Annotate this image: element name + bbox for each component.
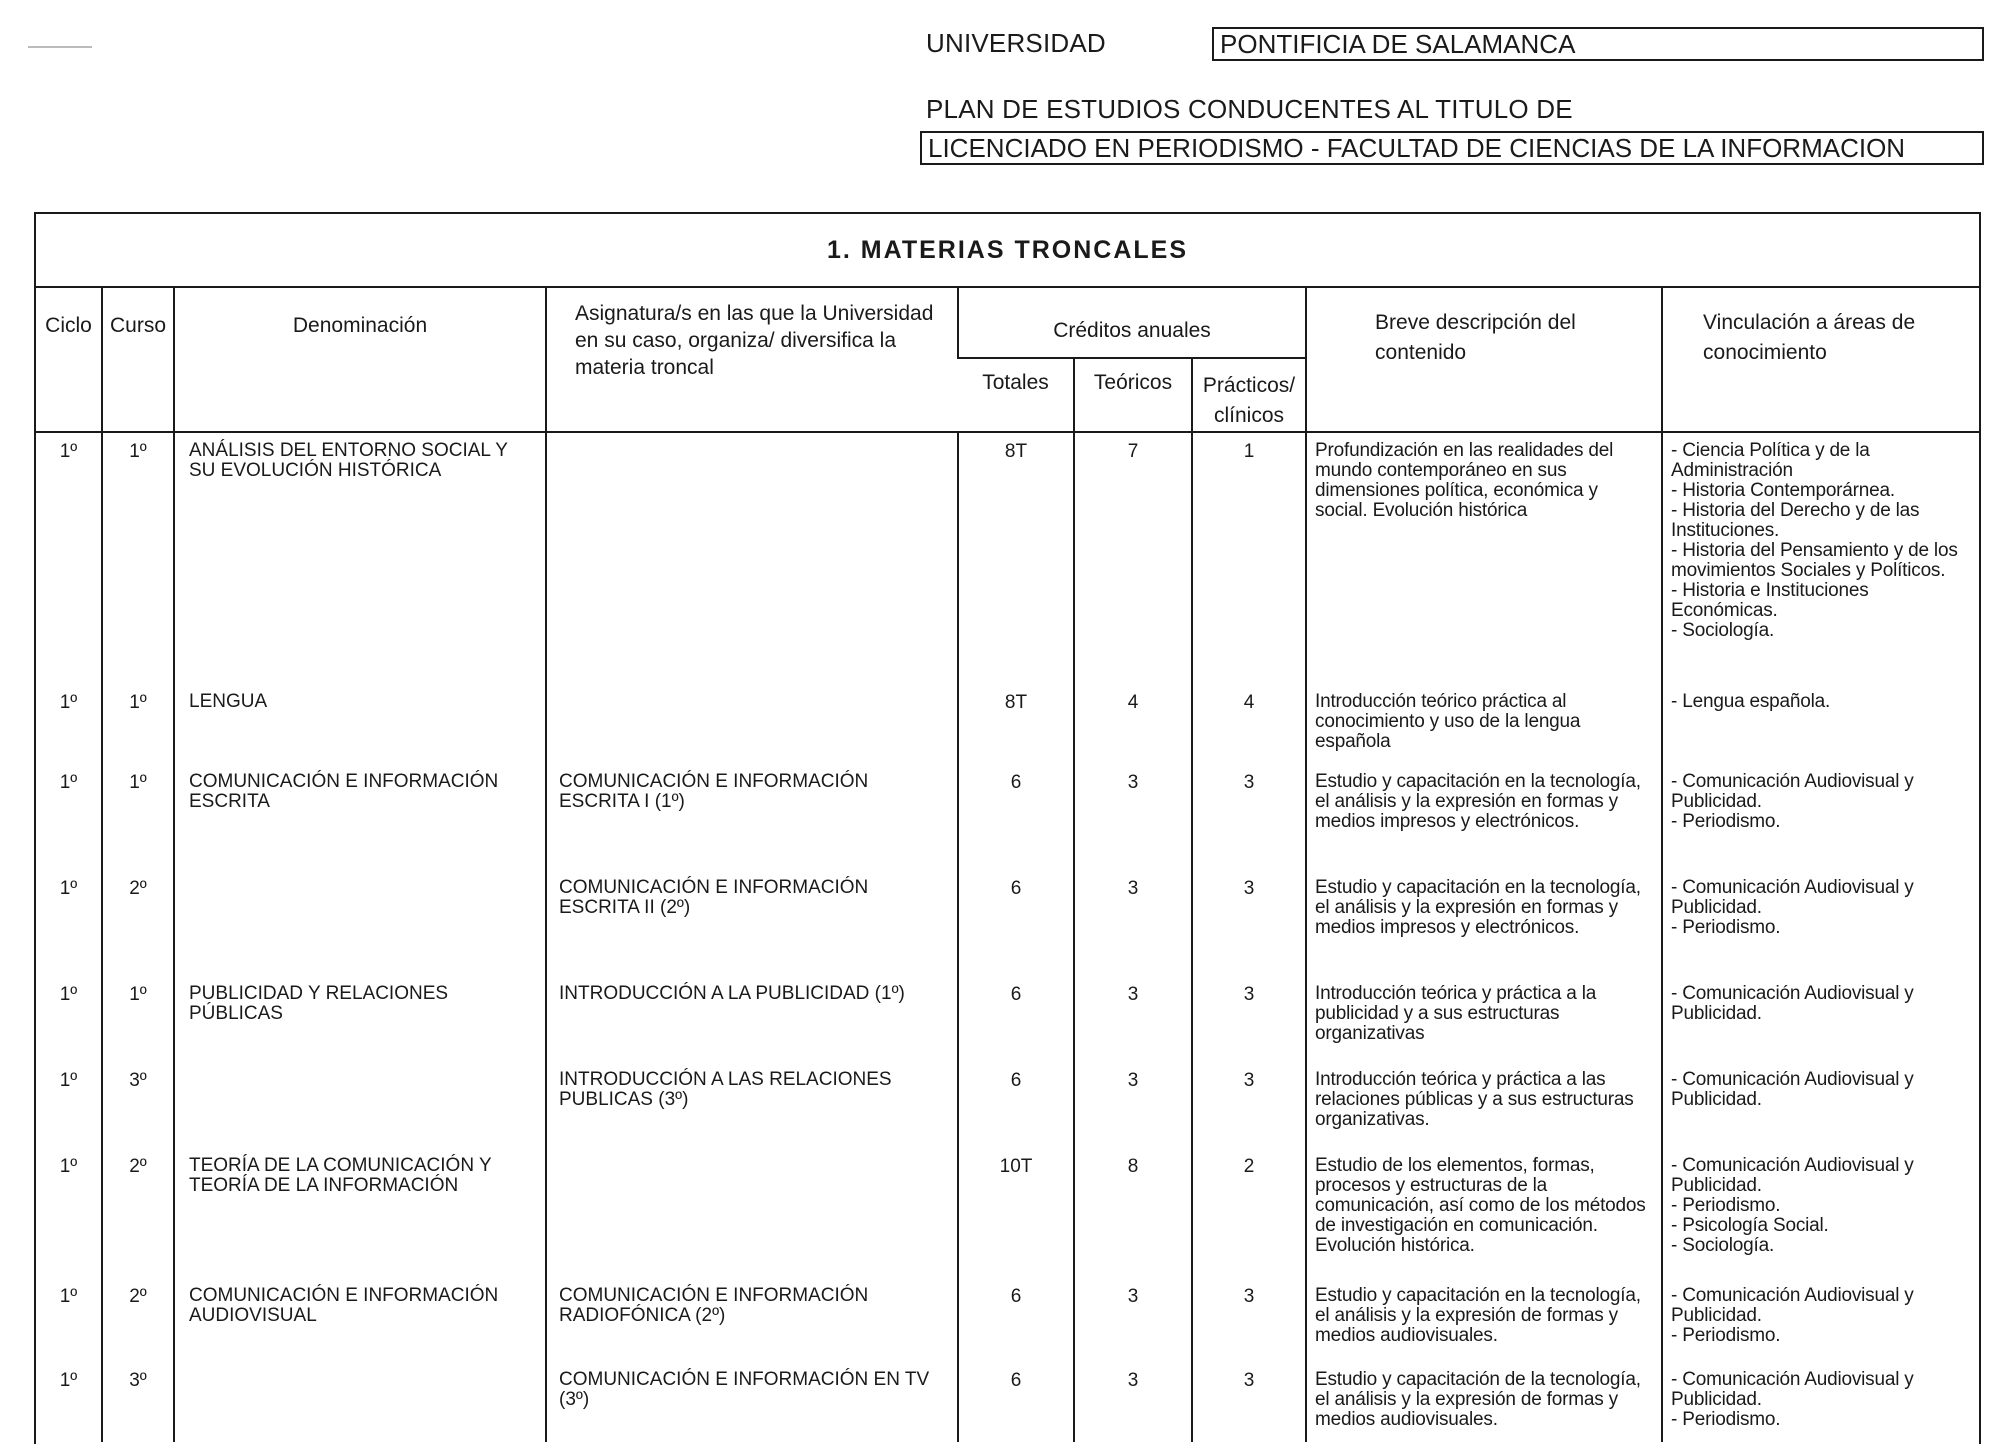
ciclo-cell: 1º [59, 1286, 78, 1307]
asignatura-cell: INTRODUCCIÓN A LAS RELACIONES PUBLICAS (3º) [546, 1062, 958, 1148]
col-header-totales: Totales [958, 358, 1074, 432]
materias-troncales-table [34, 212, 1981, 1444]
vinculacion-cell: - Lengua española. [1662, 684, 1979, 764]
col-header-denominacion: Denominación [174, 286, 546, 432]
asignatura-cell: INTRODUCCIÓN A LA PUBLICIDAD (1º) [546, 976, 958, 1062]
table-row [36, 976, 1979, 1062]
col-header-teoricos: Teóricos [1074, 358, 1192, 432]
creditos-teoricos-cell: 3 [1074, 1278, 1192, 1362]
curso-cell: 1º [102, 432, 174, 684]
table-row [36, 764, 1979, 870]
creditos-practicos-cell: 3 [1192, 764, 1306, 870]
denominacion-cell [174, 1362, 546, 1442]
denominacion-cell: TEORÍA DE LA COMUNICACIÓN Y TEORÍA DE LA INFORMACIÓN [174, 1148, 546, 1278]
curso-cell: 2º [102, 1278, 174, 1362]
ciclo-cell: 1º [59, 1070, 78, 1091]
table-row [36, 1362, 1979, 1442]
creditos-totales-cell: 8T [958, 684, 1074, 764]
ciclo-cell: 1º [59, 772, 78, 793]
curso-cell: 3º [102, 1362, 174, 1442]
creditos-totales-cell: 6 [958, 1278, 1074, 1362]
asignatura-cell: COMUNICACIÓN E INFORMACIÓN ESCRITA I (1º) [546, 764, 958, 870]
vinculacion-cell: - Comunicación Audiovisual y Publicidad. [1662, 1062, 1979, 1148]
creditos-practicos-cell: 3 [1192, 870, 1306, 976]
descripcion-cell: Estudio y capacitación de la tecnología, el análisis y la expresión de formas y medios audiovisuales. [1306, 1362, 1662, 1442]
asignatura-cell [546, 432, 958, 684]
creditos-practicos-cell: 2 [1192, 1148, 1306, 1278]
degree-value-box: LICENCIADO EN PERIODISMO - FACULTAD DE CIENCIAS DE LA INFORMACION [920, 131, 1984, 165]
curso-cell: 2º [102, 1148, 174, 1278]
vinculacion-cell: - Comunicación Audiovisual y Publicidad. - Periodismo. [1662, 870, 1979, 976]
descripcion-cell: Estudio y capacitación en la tecnología, el análisis y la expresión de formas y medios audiovisuales. [1306, 1278, 1662, 1362]
creditos-totales-cell: 10T [958, 1148, 1074, 1278]
asignatura-cell [546, 684, 958, 764]
denominacion-cell: ANÁLISIS DEL ENTORNO SOCIAL Y SU EVOLUCIÓN HISTÓRICA [174, 432, 546, 684]
creditos-teoricos-cell: 3 [1074, 1062, 1192, 1148]
creditos-teoricos-cell: 4 [1074, 684, 1192, 764]
table-row [36, 870, 1979, 976]
ciclo-cell: 1º [59, 984, 78, 1005]
denominacion-cell [174, 870, 546, 976]
col-header-creditos: Créditos anuales [958, 286, 1306, 358]
descripcion-cell: Introducción teórica y práctica a las relaciones públicas y a sus estructuras organizativas. [1306, 1062, 1662, 1148]
troncales-grid [36, 286, 1979, 1442]
vinculacion-cell: - Comunicación Audiovisual y Publicidad. - Periodismo. - Psicología Social. - Sociología. [1662, 1148, 1979, 1278]
denominacion-cell: COMUNICACIÓN E INFORMACIÓN ESCRITA [174, 764, 546, 870]
col-header-asignatura [546, 286, 958, 432]
descripcion-cell: Estudio y capacitación en la tecnología, el análisis y la expresión en formas y medios impresos y electrónicos. [1306, 764, 1662, 870]
col-header-vinculacion [1662, 286, 1979, 432]
creditos-practicos-cell: 3 [1192, 1062, 1306, 1148]
table-row [36, 1062, 1979, 1148]
col-header-asignatura-text: Asignatura/s en las que la Universidad en su caso, organiza/ diversifica la materia troncal [575, 302, 934, 379]
creditos-totales-cell: 6 [958, 870, 1074, 976]
creditos-teoricos-cell: 3 [1074, 1362, 1192, 1442]
ciclo-cell: 1º [59, 441, 78, 462]
curso-cell: 1º [102, 684, 174, 764]
descripcion-cell: Estudio y capacitación en la tecnología, el análisis y la expresión en formas y medios impresos y electrónicos. [1306, 870, 1662, 976]
university-label: UNIVERSIDAD [926, 28, 1106, 58]
descripcion-cell: Introducción teórica y práctica a la publicidad y a sus estructuras organizativas [1306, 976, 1662, 1062]
creditos-practicos-cell: 3 [1192, 1278, 1306, 1362]
creditos-totales-cell: 6 [958, 1062, 1074, 1148]
creditos-teoricos-cell: 3 [1074, 870, 1192, 976]
creditos-totales-cell: 6 [958, 764, 1074, 870]
vinculacion-cell: - Comunicación Audiovisual y Publicidad. - Periodismo. [1662, 1362, 1979, 1442]
col-header-descripcion [1306, 286, 1662, 432]
ciclo-cell: 1º [59, 878, 78, 899]
ciclo-cell: 1º [59, 692, 78, 713]
table-row [36, 1278, 1979, 1362]
creditos-teoricos-cell: 7 [1074, 432, 1192, 684]
ciclo-cell: 1º [59, 1156, 78, 1177]
table-row [36, 684, 1979, 764]
vinculacion-cell: - Comunicación Audiovisual y Publicidad. - Periodismo. [1662, 1278, 1979, 1362]
creditos-practicos-cell: 1 [1192, 432, 1306, 684]
ciclo-cell: 1º [59, 1370, 78, 1391]
col-header-descripcion-text: Breve descripción del contenido [1375, 311, 1576, 364]
table-row [36, 1148, 1979, 1278]
denominacion-cell [174, 1062, 546, 1148]
curso-cell: 1º [102, 764, 174, 870]
curso-cell: 3º [102, 1062, 174, 1148]
asignatura-cell: COMUNICACIÓN E INFORMACIÓN RADIOFÓNICA (2º) [546, 1278, 958, 1362]
vinculacion-cell: - Ciencia Política y de la Administración - Historia Contemporárnea. - Historia del Derecho y de las Instituciones. - Historia del Pensamiento y de los movimientos Sociales y Políticos. - Historia e Instituciones Económicas. - Sociología. [1662, 432, 1979, 684]
col-header-practicos: Prácticos/ clínicos [1192, 358, 1306, 432]
scan-speck [28, 46, 92, 48]
creditos-teoricos-cell: 3 [1074, 976, 1192, 1062]
col-header-vinculacion-text: Vinculación a áreas de conocimiento [1703, 311, 1916, 364]
denominacion-cell: COMUNICACIÓN E INFORMACIÓN AUDIOVISUAL [174, 1278, 546, 1362]
table-title: 1. MATERIAS TRONCALES [36, 214, 1979, 288]
col-header-curso: Curso [102, 286, 174, 432]
descripcion-cell: Estudio de los elementos, formas, procesos y estructuras de la comunicación, así como de los métodos de investigación en comunicación. Evolución histórica. [1306, 1148, 1662, 1278]
creditos-totales-cell: 6 [958, 1362, 1074, 1442]
denominacion-cell: LENGUA [174, 684, 546, 764]
asignatura-cell: COMUNICACIÓN E INFORMACIÓN EN TV (3º) [546, 1362, 958, 1442]
asignatura-cell: COMUNICACIÓN E INFORMACIÓN ESCRITA II (2º) [546, 870, 958, 976]
creditos-totales-cell: 6 [958, 976, 1074, 1062]
creditos-teoricos-cell: 3 [1074, 764, 1192, 870]
creditos-totales-cell: 8T [958, 432, 1074, 684]
creditos-practicos-cell: 4 [1192, 684, 1306, 764]
creditos-practicos-cell: 3 [1192, 1362, 1306, 1442]
vinculacion-cell: - Comunicación Audiovisual y Publicidad. - Periodismo. [1662, 764, 1979, 870]
creditos-teoricos-cell: 8 [1074, 1148, 1192, 1278]
plan-label: PLAN DE ESTUDIOS CONDUCENTES AL TITULO DE [926, 94, 1573, 124]
descripcion-cell: Introducción teórico práctica al conocimiento y uso de la lengua española [1306, 684, 1662, 764]
table-row [36, 432, 1979, 684]
university-value-box: PONTIFICIA DE SALAMANCA [1212, 27, 1984, 61]
denominacion-cell: PUBLICIDAD Y RELACIONES PÚBLICAS [174, 976, 546, 1062]
col-header-ciclo: Ciclo [36, 286, 102, 432]
vinculacion-cell: - Comunicación Audiovisual y Publicidad. [1662, 976, 1979, 1062]
descripcion-cell: Profundización en las realidades del mundo contemporáneo en sus dimensiones política, económica y social. Evolución histórica [1306, 432, 1662, 684]
curso-cell: 1º [102, 976, 174, 1062]
curso-cell: 2º [102, 870, 174, 976]
creditos-practicos-cell: 3 [1192, 976, 1306, 1062]
asignatura-cell [546, 1148, 958, 1278]
